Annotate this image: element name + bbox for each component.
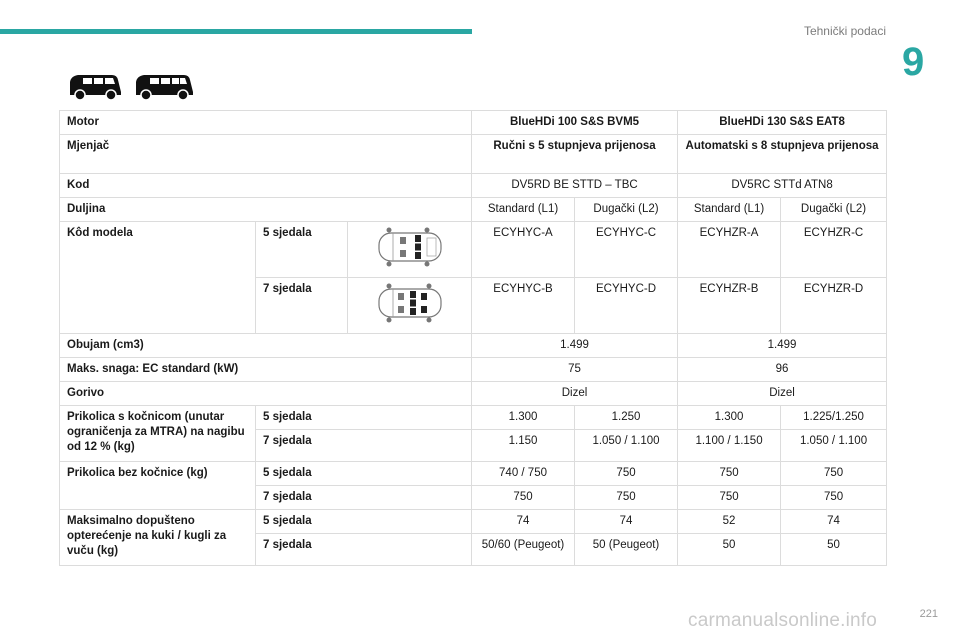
table-cell: 1.225/1.250	[781, 406, 887, 430]
spec-table	[59, 110, 887, 566]
table-row-power	[60, 358, 887, 382]
table-cell: 750	[781, 486, 887, 510]
page-number: 221	[919, 608, 938, 620]
table-cell: 74	[575, 510, 678, 534]
table-cell: 1.499	[678, 334, 887, 358]
seats-5-label: 5 sjedala	[256, 510, 472, 534]
row-label-gearbox: Mjenjač	[60, 135, 472, 174]
table-cell: Dugački (L2)	[781, 198, 887, 222]
table-cell: 750	[678, 486, 781, 510]
table-cell: 750	[472, 486, 575, 510]
seat-layout-5-icon	[375, 226, 445, 268]
seats-7-label: 7 sjedala	[256, 534, 472, 566]
watermark: carmanualsonline.info	[688, 610, 878, 631]
table-cell: 1.300	[472, 406, 575, 430]
row-label-fuel: Gorivo	[60, 382, 472, 406]
table-row-displacement	[60, 334, 887, 358]
seats-5-label: 5 sjedala	[256, 462, 472, 486]
seats-7-label: 7 sjedala	[256, 430, 472, 462]
table-row-length	[60, 198, 887, 222]
table-row-code	[60, 174, 887, 198]
engine-b-header: BlueHDi 130 S&S EAT8	[678, 111, 887, 135]
table-cell: 1.050 / 1.100	[781, 430, 887, 462]
table-cell: ECYHZR-C	[781, 222, 887, 278]
row-label-power: Maks. snaga: EC standard (kW)	[60, 358, 472, 382]
table-cell: ECYHZR-D	[781, 278, 887, 334]
gearbox-b: Automatski s 8 stupnjeva prijenosa	[678, 135, 887, 174]
table-cell: 74	[781, 510, 887, 534]
table-row-braked-5	[60, 406, 887, 430]
van-short-icon	[66, 70, 124, 102]
table-cell: ECYHYC-B	[472, 278, 575, 334]
table-cell: 50	[781, 534, 887, 566]
row-label-motor: Motor	[60, 111, 472, 135]
table-cell: Standard (L1)	[472, 198, 575, 222]
table-cell: ECYHZR-A	[678, 222, 781, 278]
code-a: DV5RD BE STTD – TBC	[472, 174, 678, 198]
table-row-unbraked-5	[60, 462, 887, 486]
table-cell: Dizel	[678, 382, 887, 406]
table-cell: 1.150	[472, 430, 575, 462]
table-cell: 1.300	[678, 406, 781, 430]
table-cell: 1.050 / 1.100	[575, 430, 678, 462]
seats-7-label: 7 sjedala	[256, 486, 472, 510]
table-cell: 750	[678, 462, 781, 486]
seat-layout-7	[348, 278, 472, 334]
table-row-motor	[60, 111, 887, 135]
engine-a-header: BlueHDi 100 S&S BVM5	[472, 111, 678, 135]
table-cell: 750	[575, 486, 678, 510]
chapter-number: 9	[902, 40, 925, 84]
row-label-length: Duljina	[60, 198, 472, 222]
seat-layout-7-icon	[375, 282, 445, 324]
row-label-code: Kod	[60, 174, 472, 198]
table-cell: 1.250	[575, 406, 678, 430]
table-cell: ECYHYC-D	[575, 278, 678, 334]
section-title: Tehnički podaci	[803, 24, 886, 38]
van-long-icon	[132, 70, 196, 102]
table-cell: 50/60 (Peugeot)	[472, 534, 575, 566]
table-cell: ECYHZR-B	[678, 278, 781, 334]
table-cell: 1.499	[472, 334, 678, 358]
table-row-model-code-5	[60, 222, 887, 278]
table-cell: ECYHYC-C	[575, 222, 678, 278]
code-b: DV5RC STTd ATN8	[678, 174, 887, 198]
seats-5-label: 5 sjedala	[256, 406, 472, 430]
row-label-model-code: Kôd modela	[60, 222, 256, 334]
table-cell: 52	[678, 510, 781, 534]
table-cell: Standard (L1)	[678, 198, 781, 222]
row-label-unbraked-trailer: Prikolica bez kočnice (kg)	[60, 462, 256, 510]
row-label-displacement: Obujam (cm3)	[60, 334, 472, 358]
table-cell: 750	[575, 462, 678, 486]
table-cell: 50 (Peugeot)	[575, 534, 678, 566]
table-cell: 1.100 / 1.150	[678, 430, 781, 462]
table-row-gearbox	[60, 135, 887, 174]
header-accent-bar	[0, 29, 472, 34]
seats-7-label: 7 sjedala	[256, 278, 348, 334]
table-row-towball-5	[60, 510, 887, 534]
table-cell: 50	[678, 534, 781, 566]
table-cell: Dugački (L2)	[575, 198, 678, 222]
seats-5-label: 5 sjedala	[256, 222, 348, 278]
table-cell: 74	[472, 510, 575, 534]
table-cell: 75	[472, 358, 678, 382]
table-row-fuel	[60, 382, 887, 406]
row-label-towball-load: Maksimalno dopušteno opterećenje na kuki / kugli za vuču (kg)	[60, 510, 256, 566]
gearbox-a: Ručni s 5 stupnjeva prijenosa	[472, 135, 678, 174]
seat-layout-5	[348, 222, 472, 278]
row-label-braked-trailer: Prikolica s kočnicom (unutar ograničenja za MTRA) na nagibu od 12 % (kg)	[60, 406, 256, 462]
table-cell: 96	[678, 358, 887, 382]
table-cell: ECYHYC-A	[472, 222, 575, 278]
table-cell: 750	[781, 462, 887, 486]
table-cell: Dizel	[472, 382, 678, 406]
table-cell: 740 / 750	[472, 462, 575, 486]
